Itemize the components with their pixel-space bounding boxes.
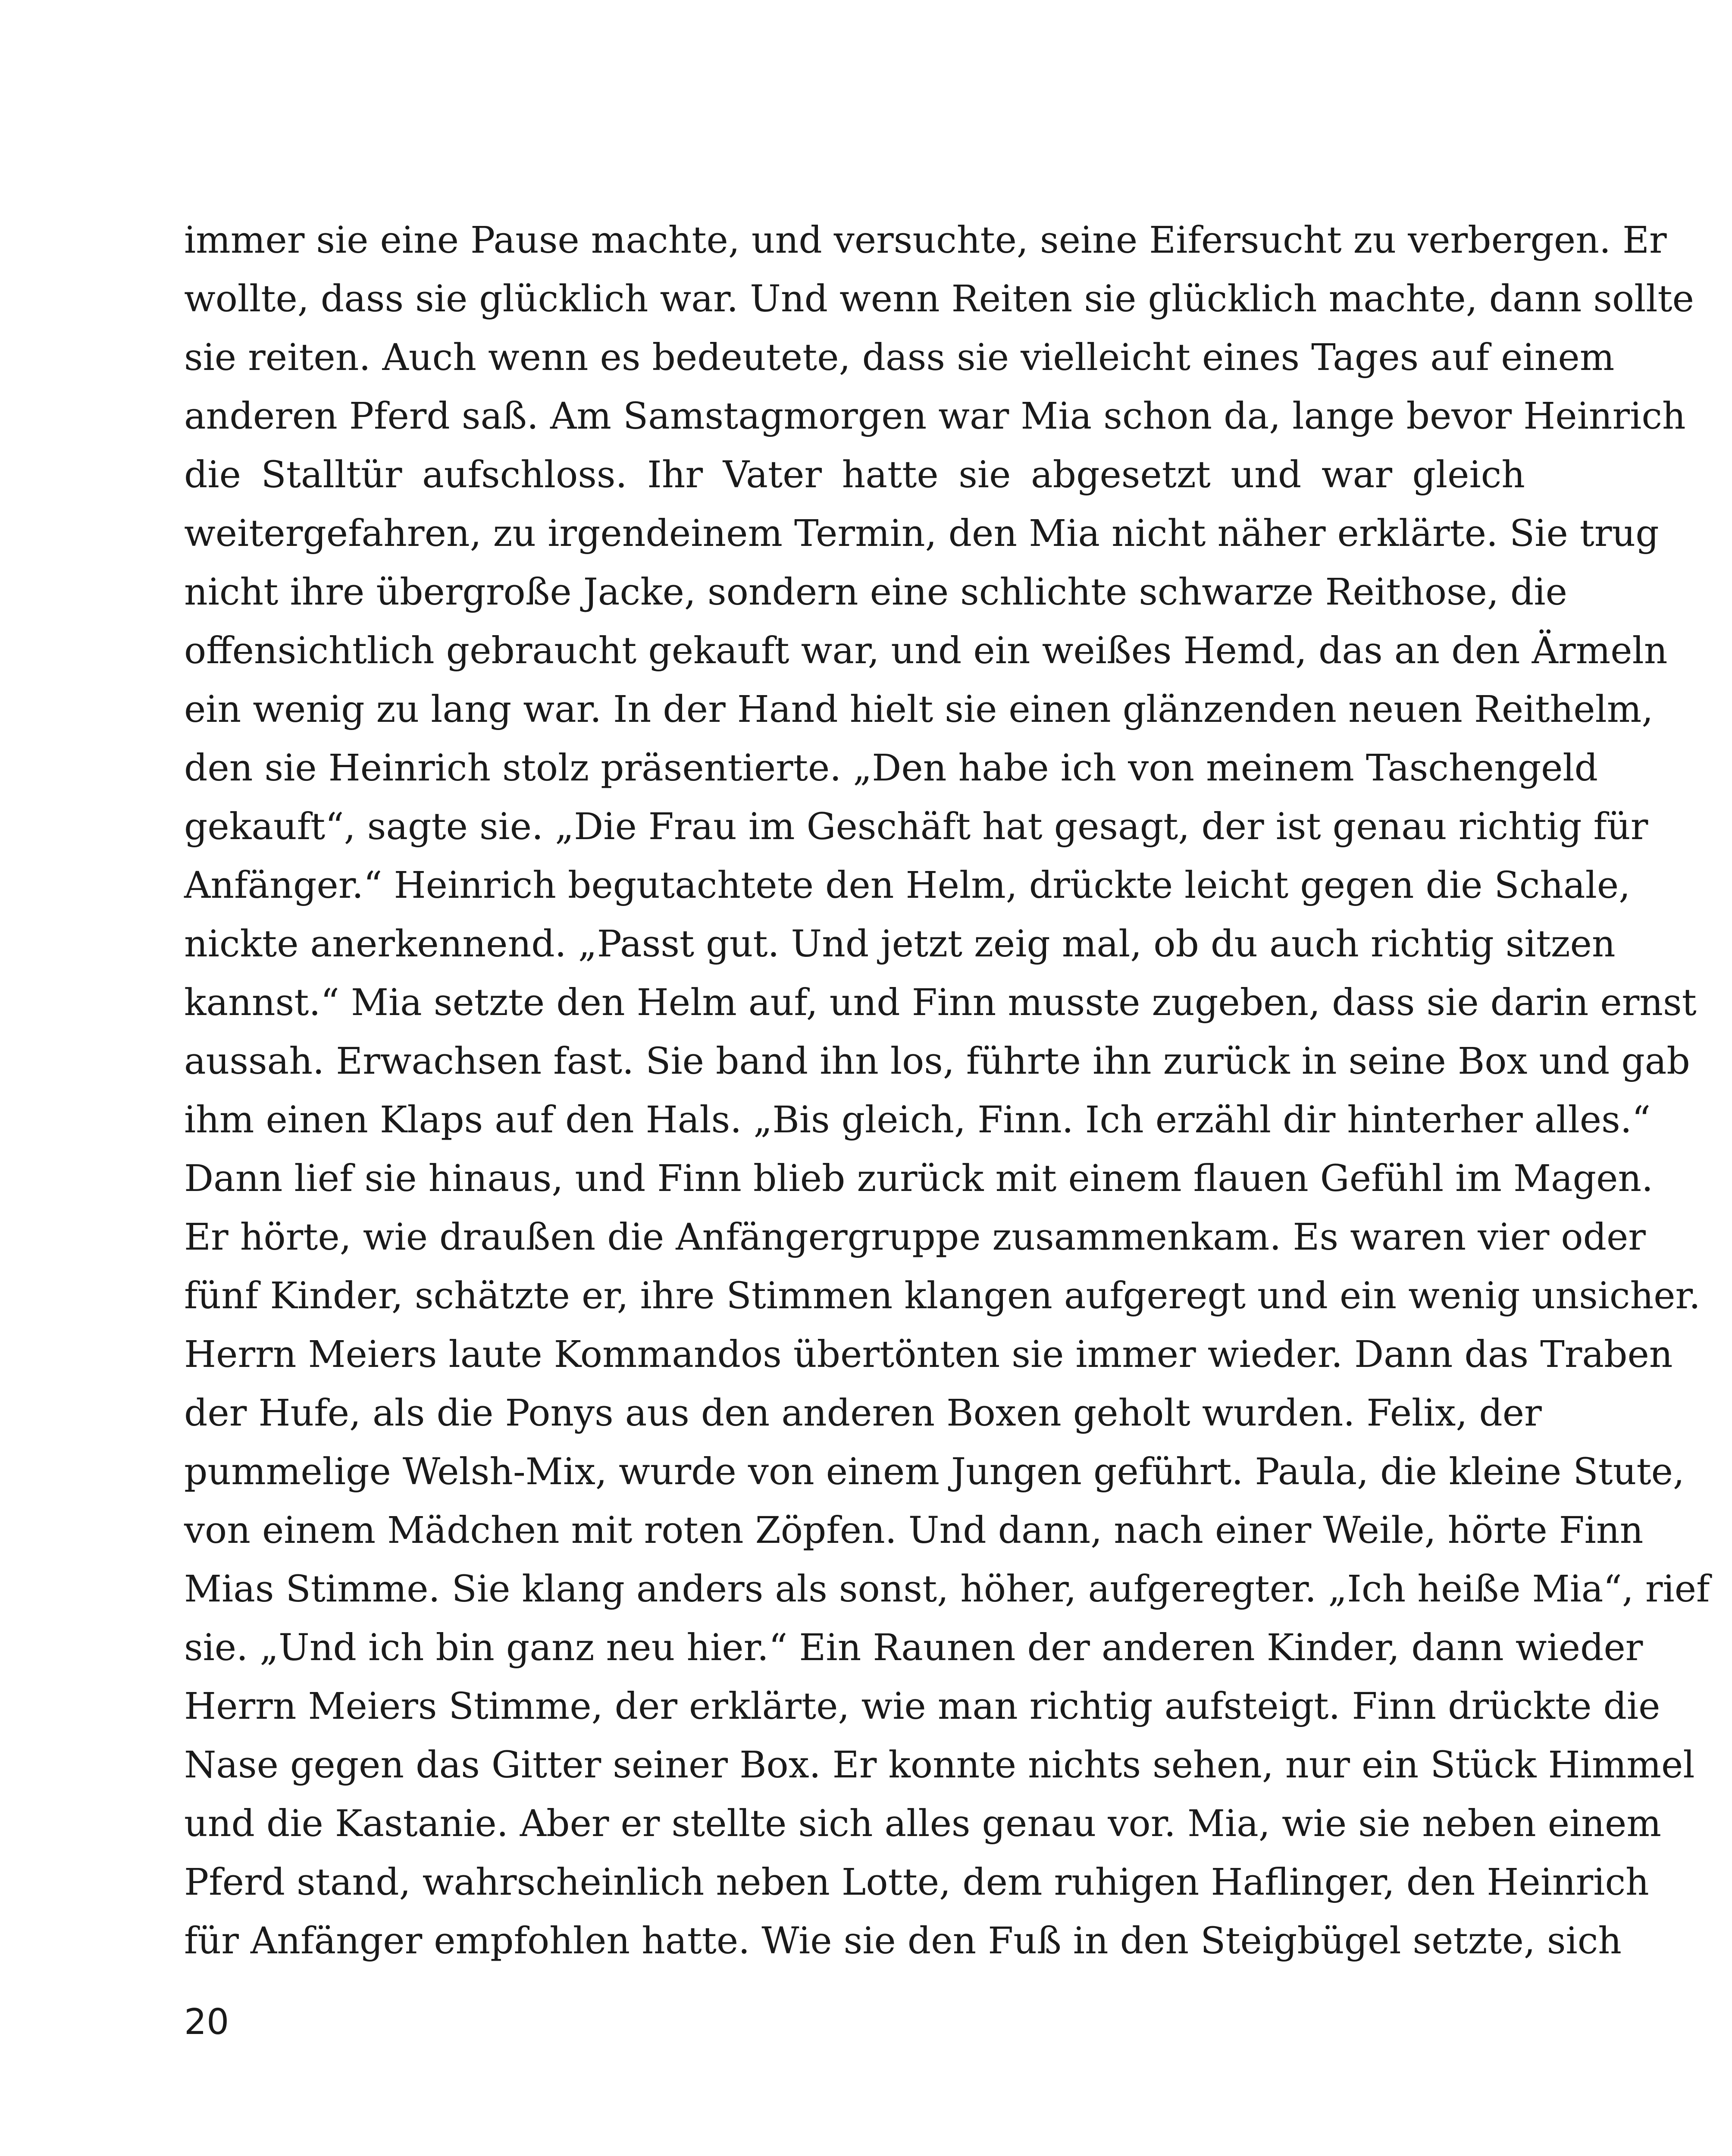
text-line: Anfänger.“ Heinrich begutachtete den Helm, drückte leicht gegen die Schale, (184, 864, 1631, 907)
page-number: 20 (184, 2002, 229, 2043)
text-line: ein wenig zu lang war. In der Hand hielt sie einen glänzenden neuen Reithelm, (184, 688, 1654, 731)
text-line: für Anfänger empfohlen hatte. Wie sie den Fuß in den Steigbügel setzte, sich (184, 1920, 1622, 1962)
text-line: anderen Pferd saß. Am Samstagmorgen war Mia schon da, lange bevor Heinrich (184, 395, 1686, 438)
text-line: Dann lief sie hinaus, und Finn blieb zurück mit einem flauen Gefühl im Magen. (184, 1157, 1654, 1200)
text-line: pummelige Welsh-Mix, wurde von einem Jungen geführt. Paula, die kleine Stute, (184, 1451, 1685, 1493)
text-line: immer sie eine Pause machte, und versuchte, seine Eifersucht zu verbergen. Er (184, 219, 1667, 262)
text-line: Herrn Meiers Stimme, der erklärte, wie man richtig aufsteigt. Finn drückte die (184, 1685, 1660, 1728)
text-line: nickte anerkennend. „Passt gut. Und jetzt zeig mal, ob du auch richtig sitzen (184, 923, 1616, 965)
text-line: der Hufe, als die Ponys aus den anderen Boxen geholt wurden. Felix, der (184, 1392, 1542, 1435)
text-line: wollte, dass sie glücklich war. Und wenn Reiten sie glücklich machte, dann sollte (184, 278, 1694, 320)
text-line: fünf Kinder, schätzte er, ihre Stimmen klangen aufgeregt und ein wenig unsicher. (184, 1275, 1701, 1317)
text-line: offensichtlich gebraucht gekauft war, und ein weißes Hemd, das an den Ärmeln (184, 630, 1668, 672)
text-line: die Stalltür aufschloss. Ihr Vater hatte sie abgesetzt und war gleich (184, 454, 1525, 496)
text-line: sie. „Und ich bin ganz neu hier.“ Ein Raunen der anderen Kinder, dann wieder (184, 1626, 1643, 1669)
text-line: weitergefahren, zu irgendeinem Termin, den Mia nicht näher erklärte. Sie trug (184, 512, 1659, 555)
text-line: nicht ihre übergroße Jacke, sondern eine schlichte schwarze Reithose, die (184, 571, 1567, 614)
text-line: aussah. Erwachsen fast. Sie band ihn los, führte ihn zurück in seine Box und gab (184, 1040, 1690, 1083)
text-line: kannst.“ Mia setzte den Helm auf, und Finn musste zugeben, dass sie darin ernst (184, 981, 1697, 1024)
text-line: und die Kastanie. Aber er stellte sich alles genau vor. Mia, wie sie neben einem (184, 1802, 1661, 1845)
text-line: Mias Stimme. Sie klang anders als sonst, höher, aufgeregter. „Ich heiße Mia“, rief (184, 1568, 1710, 1611)
text-line: den sie Heinrich stolz präsentierte. „Den habe ich von meinem Taschengeld (184, 747, 1598, 790)
text-line: Er hörte, wie draußen die Anfängergruppe zusammenkam. Es waren vier oder (184, 1216, 1646, 1259)
text-line: gekauft“, sagte sie. „Die Frau im Geschäft hat gesagt, der ist genau richtig für (184, 805, 1648, 848)
body-text (184, 211, 1710, 1971)
text-line: von einem Mädchen mit roten Zöpfen. Und dann, nach einer Weile, hörte Finn (184, 1509, 1644, 1552)
text-line: sie reiten. Auch wenn es bedeutete, dass sie vielleicht eines Tages auf einem (184, 336, 1615, 379)
text-line: ihm einen Klaps auf den Hals. „Bis gleich, Finn. Ich erzähl dir hinterher alles.“ (184, 1099, 1651, 1141)
text-line: Nase gegen das Gitter seiner Box. Er konnte nichts sehen, nur ein Stück Himmel (184, 1744, 1695, 1786)
text-line: Pferd stand, wahrscheinlich neben Lotte, dem ruhigen Haflinger, den Heinrich (184, 1861, 1649, 1904)
text-line: Herrn Meiers laute Kommandos übertönten sie immer wieder. Dann das Traben (184, 1333, 1673, 1376)
